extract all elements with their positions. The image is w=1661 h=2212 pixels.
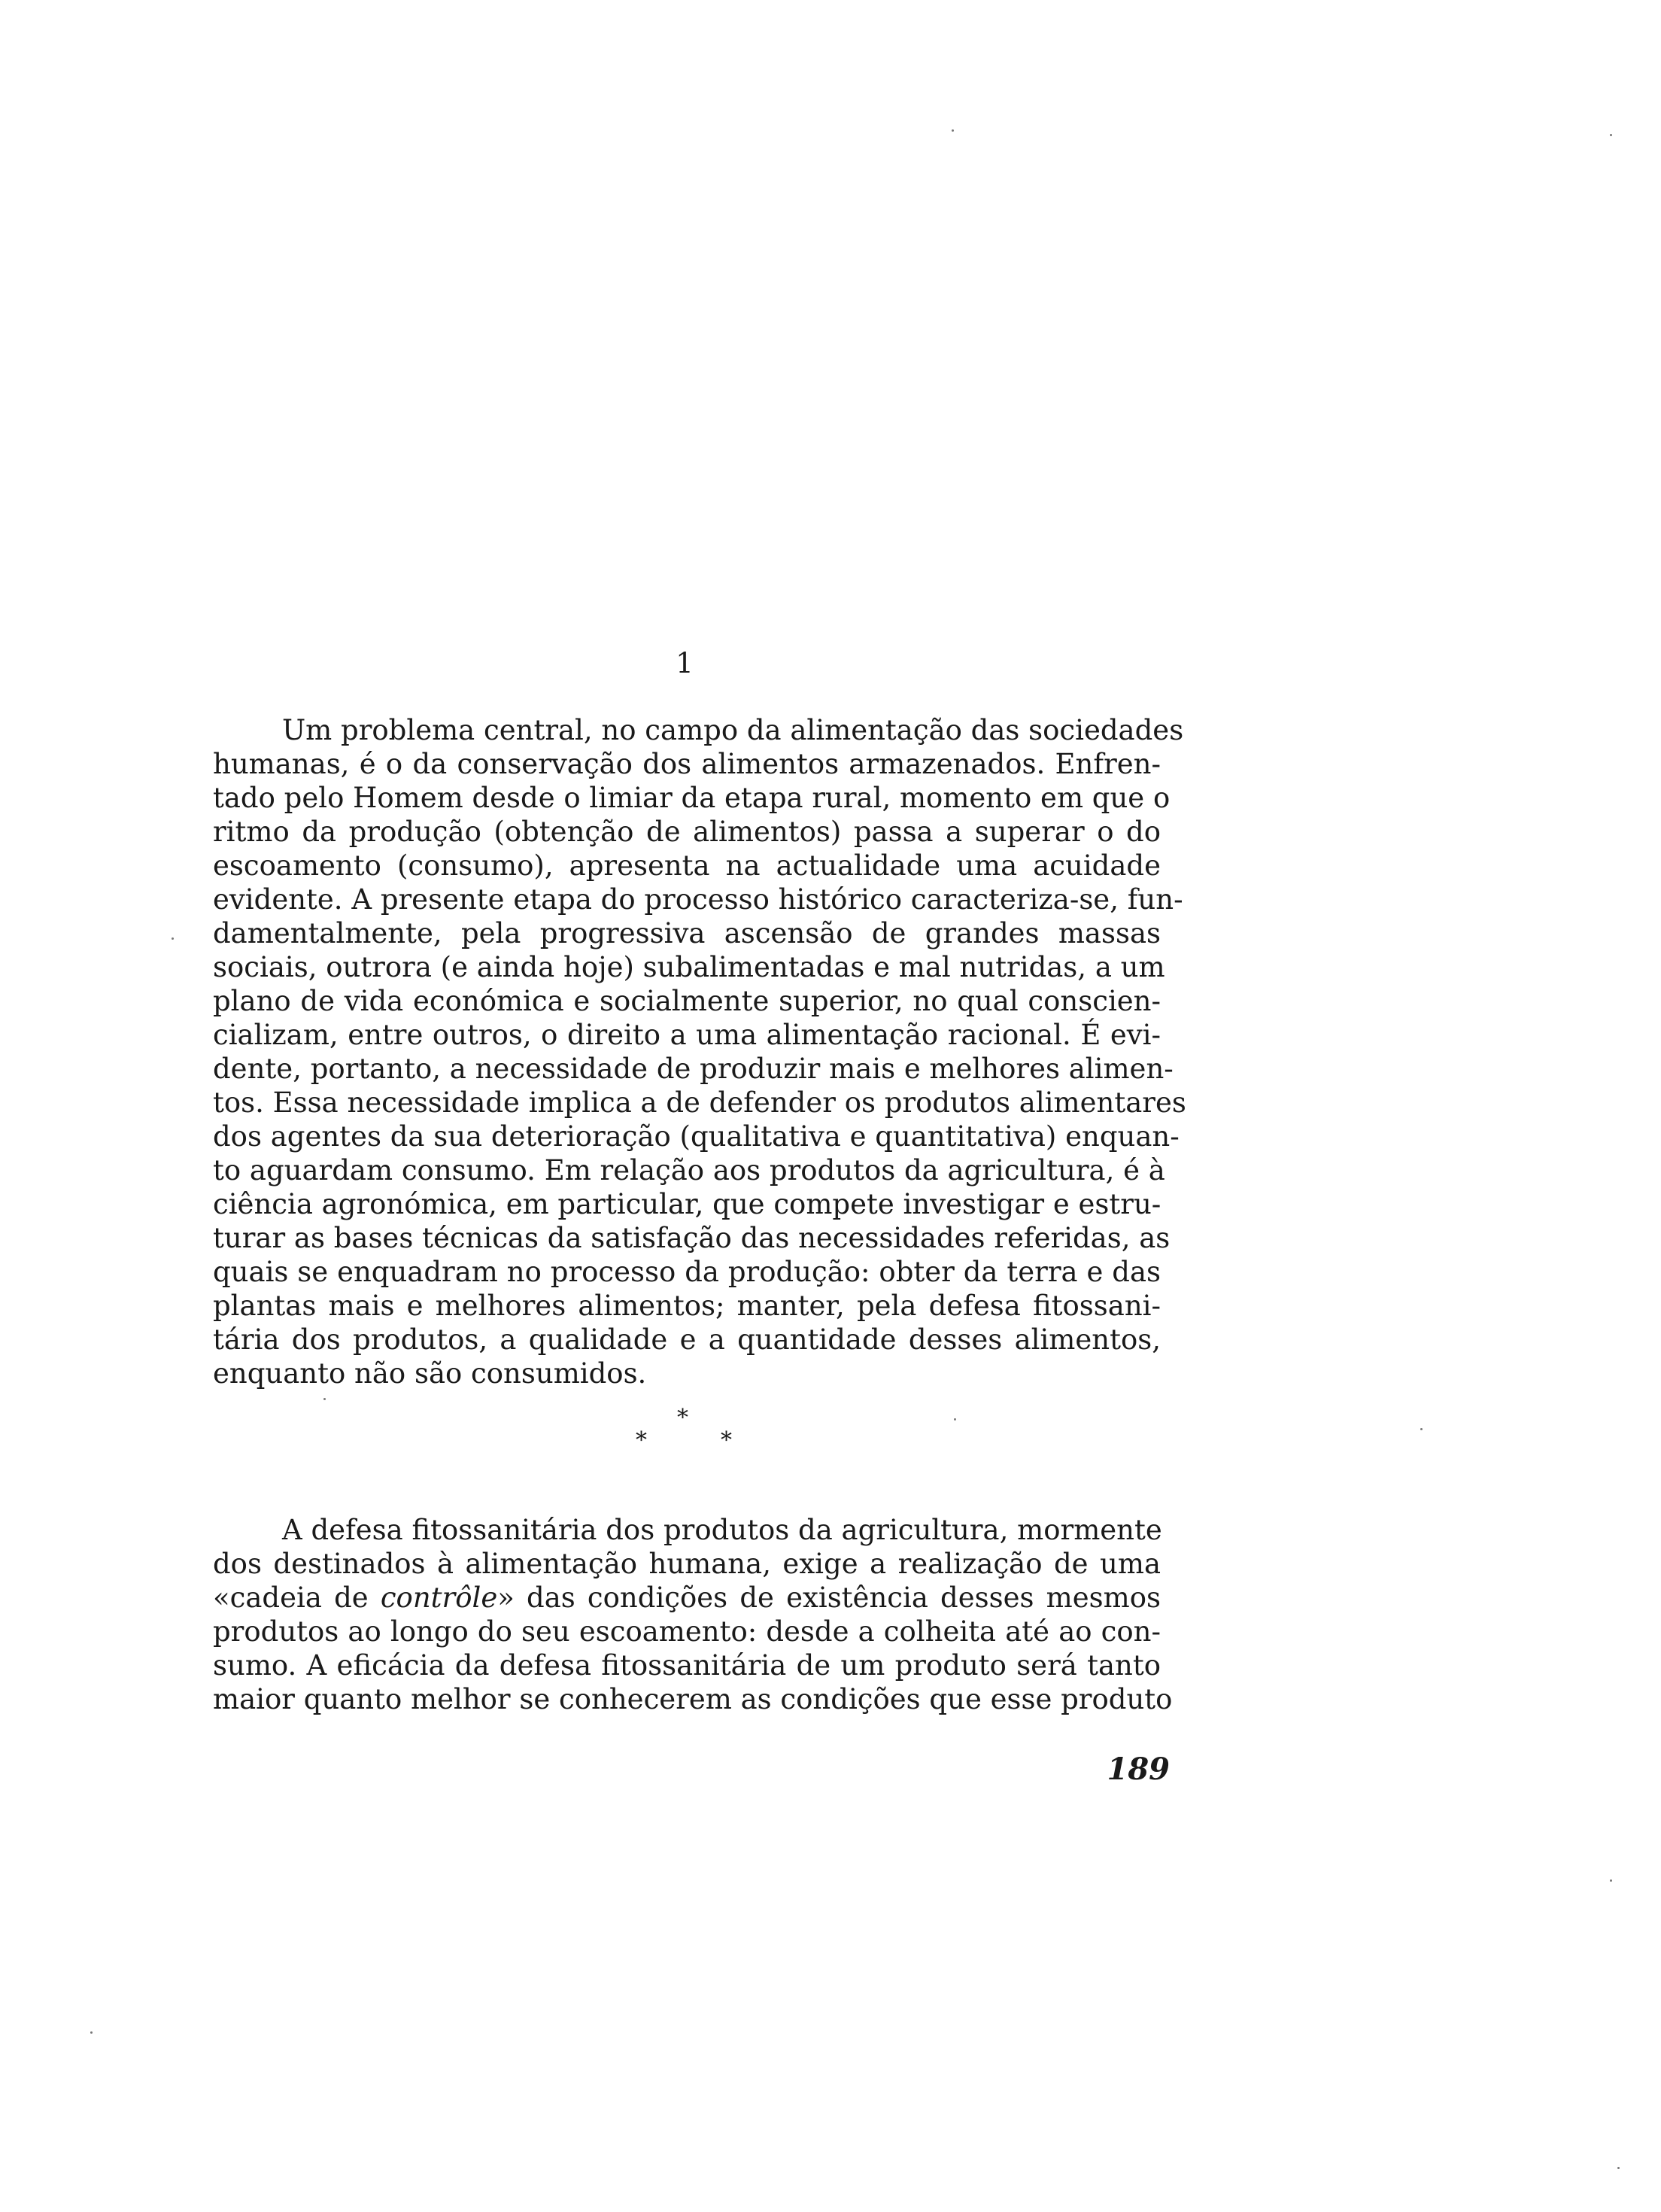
text-line: sociais, outrora (e ainda hoje) subalimentadas e mal nutridas, a um	[213, 951, 1165, 983]
text-line: Um problema central, no campo da alimentação das sociedades	[282, 714, 1184, 746]
text-line: ritmo da produção (obtenção de alimentos) passa a superar o do	[213, 816, 1161, 848]
text-line: plano de vida económica e socialmente superior, no qual conscien-	[213, 985, 1161, 1017]
text-line: tado pelo Homem desde o limiar da etapa rural, momento em que o	[213, 782, 1171, 814]
scan-speck	[952, 129, 954, 132]
paragraph-conservation-problem	[213, 713, 1186, 1390]
text-line: quais se enquadram no processo da produção: obter da terra e das	[213, 1256, 1161, 1288]
text-line: produtos ao longo do seu escoamento: desde a colheita até ao con-	[213, 1615, 1161, 1648]
text-line: evidente. A presente etapa do processo histórico caracteriza-se, fun-	[213, 883, 1183, 916]
text-line: damentalmente, pela progressiva ascensão de grandes massas	[213, 917, 1161, 950]
asterism-star: *	[721, 1427, 732, 1454]
page-number: 189	[1107, 1752, 1170, 1787]
text-line: turar as bases técnicas da satisfação das necessidades referidas, as	[213, 1222, 1171, 1254]
text-line: tos. Essa necessidade implica a de defender os produtos alimentares	[213, 1086, 1186, 1119]
italic-term: contrôle	[380, 1582, 498, 1614]
text-line: humanas, é o da conservação dos alimentos armazenados. Enfren-	[213, 748, 1161, 780]
text-line: cializam, entre outros, o direito a uma alimentação racional. É evi-	[213, 1019, 1161, 1051]
text-line: maior quanto melhor se conhecerem as condições que esse produto	[213, 1683, 1173, 1715]
text-line: enquanto não são consumidos.	[213, 1357, 647, 1390]
scan-speck	[172, 937, 174, 940]
scan-speck	[323, 1398, 326, 1400]
scan-speck	[954, 1418, 956, 1420]
asterism-star: *	[677, 1405, 688, 1431]
text-segment: «cadeia de	[213, 1582, 381, 1614]
asterism-divider	[617, 1407, 752, 1460]
scan-speck	[1610, 1879, 1612, 1882]
text-line: dos agentes da sua deterioração (qualitativa e quantitativa) enquan-	[213, 1120, 1180, 1153]
scan-speck	[1617, 2167, 1620, 2169]
text-line: tária dos produtos, a qualidade e a quantidade desses alimentos,	[213, 1323, 1161, 1356]
scan-speck	[1420, 1428, 1423, 1430]
text-line: to aguardam consumo. Em relação aos produtos da agricultura, é à	[213, 1154, 1165, 1187]
text-segment: » das condições de existência desses mesmos	[497, 1582, 1161, 1614]
text-line: A defesa fitossanitária dos produtos da agricultura, mormente	[282, 1514, 1162, 1546]
text-line: ciência agronómica, em particular, que compete investigar e estru-	[213, 1188, 1161, 1220]
scan-speck	[90, 2031, 93, 2034]
text-line: escoamento (consumo), apresenta na actualidade uma acuidade	[213, 849, 1161, 882]
text-line: sumo. A eficácia da defesa fitossanitária de um produto será tanto	[213, 1649, 1161, 1682]
asterism-star: *	[636, 1427, 647, 1454]
text-line	[213, 1581, 1161, 1615]
section-number: 1	[676, 647, 694, 679]
paragraph-phytosanitary-defense	[213, 1513, 1173, 1716]
text-line: dente, portanto, a necessidade de produzir mais e melhores alimen-	[213, 1053, 1174, 1085]
text-line: dos destinados à alimentação humana, exige a realização de uma	[213, 1548, 1161, 1580]
scan-speck	[1610, 134, 1612, 136]
text-line: plantas mais e melhores alimentos; manter, pela defesa fitossani-	[213, 1290, 1161, 1322]
